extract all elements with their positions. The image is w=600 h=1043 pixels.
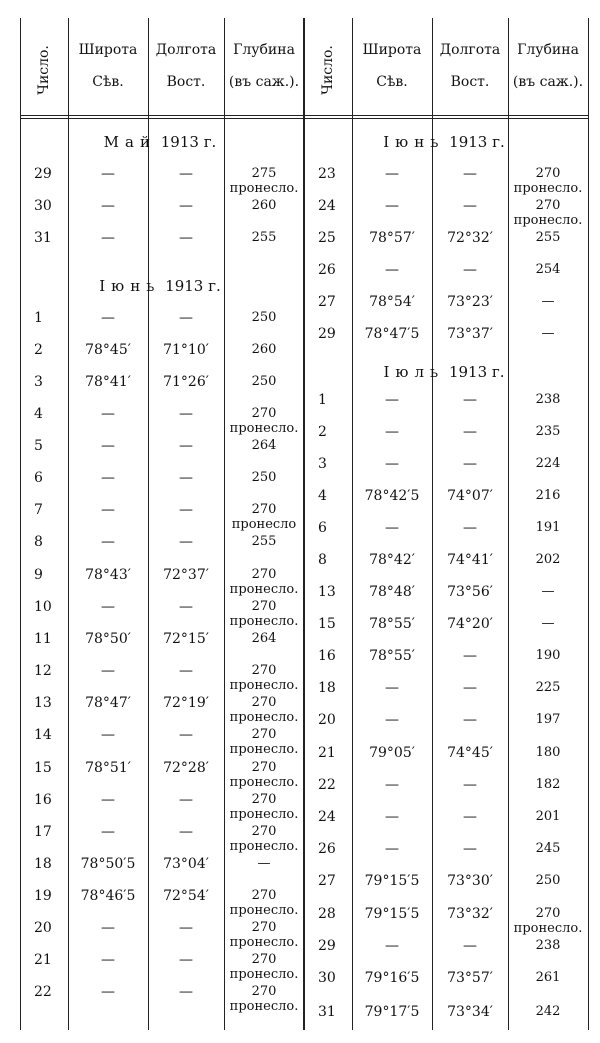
latitude-cell: — (101, 824, 115, 840)
longitude-cell: — (179, 534, 193, 550)
depth-cell: 261 (535, 970, 561, 985)
row-number: 13 (34, 695, 52, 711)
section-year: 1913 г. (160, 277, 221, 295)
section-year: 1913 г. (444, 133, 505, 151)
longitude-cell: 73°37′ (447, 326, 493, 342)
section-month: Іюль (383, 363, 445, 381)
column-divider (224, 18, 225, 1030)
longitude-cell: — (179, 727, 193, 743)
longitude-cell: — (463, 648, 477, 664)
section-year: 1913 г. (444, 363, 505, 381)
longitude-cell: — (463, 424, 477, 440)
depth-cell: — (541, 294, 555, 309)
row-number: 11 (34, 631, 52, 647)
row-number: 29 (34, 166, 52, 182)
row-number: 31 (318, 1004, 336, 1020)
row-number: 16 (34, 792, 52, 808)
section-title (104, 133, 217, 151)
row-number: 2 (318, 424, 327, 440)
depth-cell: 270 (251, 567, 277, 582)
longitude-cell: — (463, 777, 477, 793)
row-number: 20 (318, 712, 336, 728)
longitude-cell: — (463, 841, 477, 857)
depth-cell: 270 (251, 792, 277, 807)
depth-cell: 191 (535, 520, 561, 535)
depth-cell: 275 (251, 166, 277, 181)
depth-cell: 242 (535, 1004, 561, 1019)
longitude-cell: 74°20′ (447, 616, 493, 632)
row-number: 1 (34, 310, 43, 326)
column-divider (352, 18, 353, 1030)
longitude-cell: — (179, 470, 193, 486)
depth-cell: 235 (535, 424, 561, 439)
row-number: 15 (318, 616, 336, 632)
depth-cell: — (257, 856, 271, 871)
latitude-cell: 78°41′ (85, 374, 131, 390)
latitude-cell: 78°55′ (369, 616, 415, 632)
section-year: 1913 г. (155, 133, 217, 151)
depth-cell: 202 (535, 552, 561, 567)
latitude-cell: 78°42′5 (364, 488, 420, 504)
latitude-cell: — (385, 680, 399, 696)
latitude-cell: — (101, 920, 115, 936)
depth-note: пронесло. (229, 839, 299, 854)
depth-note: пронесло. (229, 999, 299, 1014)
column-divider (432, 18, 433, 1030)
longitude-cell: 73°04′ (163, 856, 209, 872)
depth-cell: 270 (251, 760, 277, 775)
depth-cell: 270 (251, 727, 277, 742)
latitude-cell: — (385, 392, 399, 408)
depth-cell: 255 (251, 230, 277, 245)
row-number: 23 (318, 166, 336, 182)
longitude-cell: — (463, 809, 477, 825)
depth-note: пронесло. (229, 710, 299, 725)
row-number: 16 (318, 648, 336, 664)
row-number: 6 (34, 470, 43, 486)
header-depth: Глубина (233, 42, 295, 58)
depth-cell: — (541, 616, 555, 631)
row-number: 18 (318, 680, 336, 696)
depth-cell: 270 (251, 406, 277, 421)
row-number: 27 (318, 873, 336, 889)
longitude-cell: — (179, 599, 193, 615)
longitude-cell: — (179, 406, 193, 422)
header-longitude: Долгота (155, 42, 217, 58)
depth-cell: 180 (535, 745, 561, 760)
latitude-cell: — (385, 712, 399, 728)
depth-cell: 197 (535, 712, 561, 727)
depth-cell: 238 (535, 938, 561, 953)
row-number: 19 (34, 888, 52, 904)
depth-cell: 270 (251, 888, 277, 903)
latitude-cell: — (385, 262, 399, 278)
longitude-cell: — (179, 663, 193, 679)
column-divider (303, 18, 305, 1030)
header-rule (20, 118, 588, 119)
row-number: 8 (318, 552, 327, 568)
depth-note: пронесло. (229, 775, 299, 790)
depth-note: пронесло. (229, 582, 299, 597)
latitude-cell: 78°51′ (85, 760, 131, 776)
latitude-cell: — (385, 166, 399, 182)
row-number: 4 (318, 488, 327, 504)
longitude-cell: — (463, 198, 477, 214)
latitude-cell: 78°46′5 (80, 888, 136, 904)
header-number: Число. (36, 45, 52, 95)
latitude-cell: — (101, 438, 115, 454)
longitude-cell: 71°10′ (163, 342, 209, 358)
depth-cell: 250 (535, 873, 561, 888)
longitude-cell: 73°56′ (447, 584, 493, 600)
longitude-cell: 71°26′ (163, 374, 209, 390)
longitude-cell: — (179, 984, 193, 1000)
latitude-cell: 78°48′ (369, 584, 415, 600)
column-divider (68, 18, 69, 1030)
depth-note: пронесло. (229, 742, 299, 757)
latitude-cell: — (385, 520, 399, 536)
row-number: 29 (318, 938, 336, 954)
latitude-cell: 78°47′5 (364, 326, 420, 342)
depth-cell: 270 (251, 920, 277, 935)
depth-cell: 182 (535, 777, 561, 792)
latitude-cell: 79°17′5 (364, 1004, 420, 1020)
longitude-cell: 72°32′ (447, 230, 493, 246)
depth-note: пронесло. (229, 967, 299, 982)
depth-cell: 224 (535, 456, 561, 471)
latitude-cell: — (385, 809, 399, 825)
longitude-cell: 73°30′ (447, 873, 493, 889)
row-number: 20 (34, 920, 52, 936)
section-title (99, 277, 221, 295)
latitude-cell: 78°57′ (369, 230, 415, 246)
latitude-cell: — (385, 841, 399, 857)
latitude-cell: 78°43′ (85, 567, 131, 583)
row-number: 7 (34, 502, 43, 518)
latitude-cell: 79°05′ (369, 745, 415, 761)
column-divider (588, 18, 589, 1030)
latitude-cell: — (101, 166, 115, 182)
depth-cell: 270 (251, 599, 277, 614)
depth-note: пронесло. (229, 421, 299, 436)
depth-cell: 270 (535, 198, 561, 213)
header-depth: Глубина (517, 42, 579, 58)
row-number: 21 (318, 745, 336, 761)
longitude-cell: 72°15′ (163, 631, 209, 647)
header-rule (20, 115, 588, 116)
depth-cell: 260 (251, 198, 277, 213)
latitude-cell: — (385, 938, 399, 954)
longitude-cell: 73°57′ (447, 970, 493, 986)
row-number: 4 (34, 406, 43, 422)
latitude-cell: 78°50′5 (80, 856, 136, 872)
latitude-cell: — (101, 952, 115, 968)
latitude-cell: — (385, 424, 399, 440)
latitude-cell: 78°54′ (369, 294, 415, 310)
depth-note: пронесло. (229, 935, 299, 950)
longitude-cell: 72°54′ (163, 888, 209, 904)
row-number: 29 (318, 326, 336, 342)
longitude-cell: — (179, 920, 193, 936)
row-number: 30 (34, 198, 52, 214)
row-number: 3 (34, 374, 43, 390)
depth-cell: 250 (251, 374, 277, 389)
depth-cell: 270 (251, 695, 277, 710)
depth-note: пронесло. (229, 807, 299, 822)
row-number: 21 (34, 952, 52, 968)
latitude-cell: — (101, 406, 115, 422)
longitude-cell: 74°41′ (447, 552, 493, 568)
row-number: 14 (34, 727, 52, 743)
depth-cell: 216 (535, 488, 561, 503)
depth-cell: 201 (535, 809, 561, 824)
depth-cell: 270 (251, 824, 277, 839)
latitude-cell: — (101, 470, 115, 486)
header-latitude-sub: Сѣв. (376, 74, 408, 90)
longitude-cell: 72°19′ (163, 695, 209, 711)
latitude-cell: 79°15′5 (364, 873, 420, 889)
latitude-cell: — (101, 198, 115, 214)
row-number: 26 (318, 841, 336, 857)
depth-cell: 260 (251, 342, 277, 357)
depth-cell: 264 (251, 438, 277, 453)
longitude-cell: 73°32′ (447, 906, 493, 922)
longitude-cell: — (463, 712, 477, 728)
depth-note: пронесло. (229, 903, 299, 918)
header-longitude-sub: Вост. (450, 74, 490, 90)
latitude-cell: — (101, 663, 115, 679)
depth-cell: 250 (251, 470, 277, 485)
header-number: Число. (320, 45, 336, 95)
latitude-cell: 79°15′5 (364, 906, 420, 922)
row-number: 13 (318, 584, 336, 600)
row-number: 30 (318, 970, 336, 986)
depth-cell: 255 (535, 230, 561, 245)
header-latitude-sub: Сѣв. (92, 74, 124, 90)
section-title (383, 363, 504, 381)
depth-cell: — (541, 326, 555, 341)
latitude-cell: 78°42′ (369, 552, 415, 568)
depth-note: пронесло (231, 517, 297, 532)
longitude-cell: — (179, 792, 193, 808)
header-longitude: Долгота (439, 42, 501, 58)
depth-cell: — (541, 584, 555, 599)
depth-cell: 254 (535, 262, 561, 277)
longitude-cell: 73°23′ (447, 294, 493, 310)
section-month: Іюнь (99, 277, 161, 295)
row-number: 15 (34, 760, 52, 776)
row-number: 12 (34, 663, 52, 679)
row-number: 8 (34, 534, 43, 550)
column-divider (508, 18, 509, 1030)
longitude-cell: — (179, 952, 193, 968)
depth-cell: 270 (251, 502, 277, 517)
depth-cell: 270 (535, 166, 561, 181)
depth-cell: 238 (535, 392, 561, 407)
latitude-cell: — (101, 599, 115, 615)
depth-cell: 250 (251, 310, 277, 325)
row-number: 22 (34, 984, 52, 1000)
header-longitude-sub: Вост. (166, 74, 206, 90)
latitude-cell: — (101, 534, 115, 550)
column-divider (148, 18, 149, 1030)
row-number: 26 (318, 262, 336, 278)
header-depth-sub: (въ саж.). (228, 74, 300, 90)
longitude-cell: 73°34′ (447, 1004, 493, 1020)
longitude-cell: 74°07′ (447, 488, 493, 504)
latitude-cell: — (385, 198, 399, 214)
longitude-cell: 74°45′ (447, 745, 493, 761)
row-number: 28 (318, 906, 336, 922)
latitude-cell: — (101, 727, 115, 743)
longitude-cell: — (179, 438, 193, 454)
latitude-cell: — (101, 792, 115, 808)
longitude-cell: — (463, 680, 477, 696)
longitude-cell: 72°37′ (163, 567, 209, 583)
latitude-cell: — (101, 310, 115, 326)
header-latitude: Широта (78, 42, 138, 58)
section-title (383, 133, 505, 151)
header-depth-sub: (въ саж.). (512, 74, 584, 90)
row-number: 5 (34, 438, 43, 454)
depth-cell: 190 (535, 648, 561, 663)
row-number: 10 (34, 599, 52, 615)
row-number: 22 (318, 777, 336, 793)
row-number: 1 (318, 392, 327, 408)
depth-cell: 270 (251, 663, 277, 678)
latitude-cell: — (101, 230, 115, 246)
row-number: 9 (34, 567, 43, 583)
header-latitude: Широта (362, 42, 422, 58)
longitude-cell: — (463, 392, 477, 408)
row-number: 17 (34, 824, 52, 840)
section-month: Май (103, 133, 156, 151)
latitude-cell: 79°16′5 (364, 970, 420, 986)
latitude-cell: 78°50′ (85, 631, 131, 647)
latitude-cell: — (385, 777, 399, 793)
depth-note: пронесло. (513, 213, 583, 228)
longitude-cell: — (179, 198, 193, 214)
row-number: 24 (318, 809, 336, 825)
longitude-cell: — (463, 456, 477, 472)
latitude-cell: — (385, 456, 399, 472)
latitude-cell: — (101, 984, 115, 1000)
longitude-cell: — (463, 166, 477, 182)
column-divider (20, 18, 21, 1030)
depth-cell: 270 (535, 906, 561, 921)
longitude-cell: — (463, 520, 477, 536)
depth-note: пронесло. (229, 678, 299, 693)
row-number: 31 (34, 230, 52, 246)
depth-cell: 264 (251, 631, 277, 646)
row-number: 27 (318, 294, 336, 310)
row-number: 3 (318, 456, 327, 472)
latitude-cell: 78°45′ (85, 342, 131, 358)
depth-note: пронесло. (513, 181, 583, 196)
row-number: 6 (318, 520, 327, 536)
latitude-cell: 78°47′ (85, 695, 131, 711)
depth-cell: 245 (535, 841, 561, 856)
longitude-cell: — (179, 166, 193, 182)
longitude-cell: — (179, 230, 193, 246)
depth-cell: 270 (251, 984, 277, 999)
depth-note: пронесло. (229, 181, 299, 196)
depth-cell: 255 (251, 534, 277, 549)
latitude-cell: 78°55′ (369, 648, 415, 664)
section-month: Іюнь (383, 133, 445, 151)
row-number: 24 (318, 198, 336, 214)
depth-note: пронесло. (229, 614, 299, 629)
longitude-cell: — (463, 938, 477, 954)
depth-cell: 225 (535, 680, 561, 695)
latitude-cell: — (101, 502, 115, 518)
row-number: 18 (34, 856, 52, 872)
longitude-cell: 72°28′ (163, 760, 209, 776)
row-number: 2 (34, 342, 43, 358)
longitude-cell: — (179, 502, 193, 518)
longitude-cell: — (463, 262, 477, 278)
row-number: 25 (318, 230, 336, 246)
longitude-cell: — (179, 310, 193, 326)
depth-cell: 270 (251, 952, 277, 967)
depth-note: пронесло. (513, 921, 583, 936)
longitude-cell: — (179, 824, 193, 840)
